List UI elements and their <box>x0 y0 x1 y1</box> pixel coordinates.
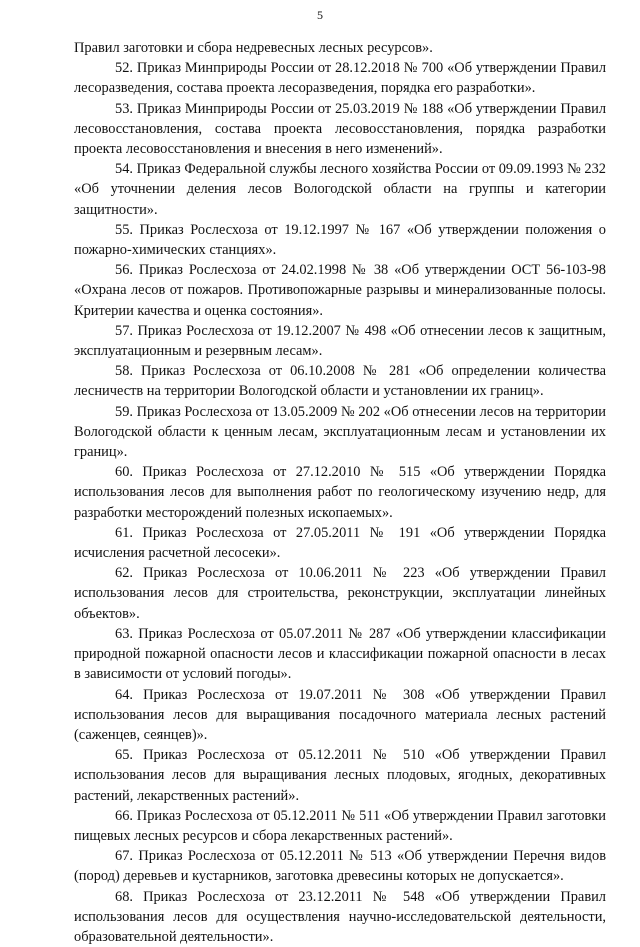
list-item: 54. Приказ Федеральной службы лесного хозяйства России от 09.09.1993 № 232 «Об уточнении деления лесов Вологодской области на группы и категории защитности». <box>74 161 606 218</box>
list-item: 64. Приказ Рослесхоза от 19.07.2011 № 308 «Об утверждении Правил использования лесов для выращивания посадочного материала лесных растений (саженцев, сеянцев)». <box>74 686 606 743</box>
document-body <box>74 38 606 947</box>
list-item: 55. Приказ Рослесхоза от 19.12.1997 № 167 «Об утверждении положения о пожарно-химических станциях». <box>74 221 606 259</box>
page-number: 5 <box>317 8 323 22</box>
continuation-paragraph: Правил заготовки и сбора недревесных лесных ресурсов». <box>74 40 433 56</box>
list-item: 62. Приказ Рослесхоза от 10.06.2011 № 223 «Об утверждении Правил использования лесов для строительства, реконструкции, эксплуатации линейных объектов». <box>74 565 606 622</box>
list-item: 61. Приказ Рослесхоза от 27.05.2011 № 191 «Об утверждении Порядка исчисления расчетной лесосеки». <box>74 524 606 562</box>
list-item: 67. Приказ Рослесхоза от 05.12.2011 № 513 «Об утверждении Перечня видов (пород) деревьев и кустарников, заготовка древесины которых не допускается». <box>74 848 606 885</box>
list-item: 63. Приказ Рослесхоза от 05.07.2011 № 287 «Об утверждении классификации природной пожарной опасности лесов и классификации пожарной опасности в лесах в зависимости от условий погоды». <box>74 625 606 683</box>
list-item: 53. Приказ Минприроды России от 25.03.2019 № 188 «Об утверждении Правил лесовосстановления, состава проекта лесовосстановления, порядка разработки проекта лесовосстановления и внесения в него изменений». <box>74 100 606 158</box>
list-item: 68. Приказ Рослесхоза от 23.12.2011 № 548 «Об утверждении Правил использования лесов для осуществления научно-исследовательской деятельности, образовательной деятельности». <box>74 888 606 945</box>
list-item: 52. Приказ Минприроды России от 28.12.2018 № 700 «Об утверждении Правил лесоразведения, состава проекта лесоразведения, порядка его разработки». <box>74 60 606 97</box>
list-item: 66. Приказ Рослесхоза от 05.12.2011 № 511 «Об утверждении Правил заготовки пищевых лесных ресурсов и сбора лекарственных растений». <box>74 807 606 844</box>
list-item: 60. Приказ Рослесхоза от 27.12.2010 № 515 «Об утверждении Порядка использования лесов для выполнения работ по геологическому изучению недр, для разработки месторождений полезных ископаемых». <box>74 464 606 521</box>
list-item: 56. Приказ Рослесхоза от 24.02.1998 № 38 «Об утверждении ОСТ 56-103-98 «Охрана лесов от пожаров. Противопожарные разрывы и минерализованные полосы. Критерии качества и оценка состояния». <box>74 262 606 319</box>
list-item: 65. Приказ Рослесхоза от 05.12.2011 № 510 «Об утверждении Правил использования лесов для выращивания лесных плодовых, ягодных, декоративных растений, лекарственных растений». <box>74 747 606 804</box>
list-item: 59. Приказ Рослесхоза от 13.05.2009 № 202 «Об отнесении лесов на территории Вологодской области к ценным лесам, эксплуатационным лесам и установлении их границ». <box>74 403 606 461</box>
list-item: 58. Приказ Рослесхоза от 06.10.2008 № 281 «Об определении количества лесничеств на территории Вологодской области и установлении их границ». <box>74 363 606 400</box>
list-item: 57. Приказ Рослесхоза от 19.12.2007 № 498 «Об отнесении лесов к защитным, эксплуатационным и резервным лесам». <box>74 322 606 360</box>
